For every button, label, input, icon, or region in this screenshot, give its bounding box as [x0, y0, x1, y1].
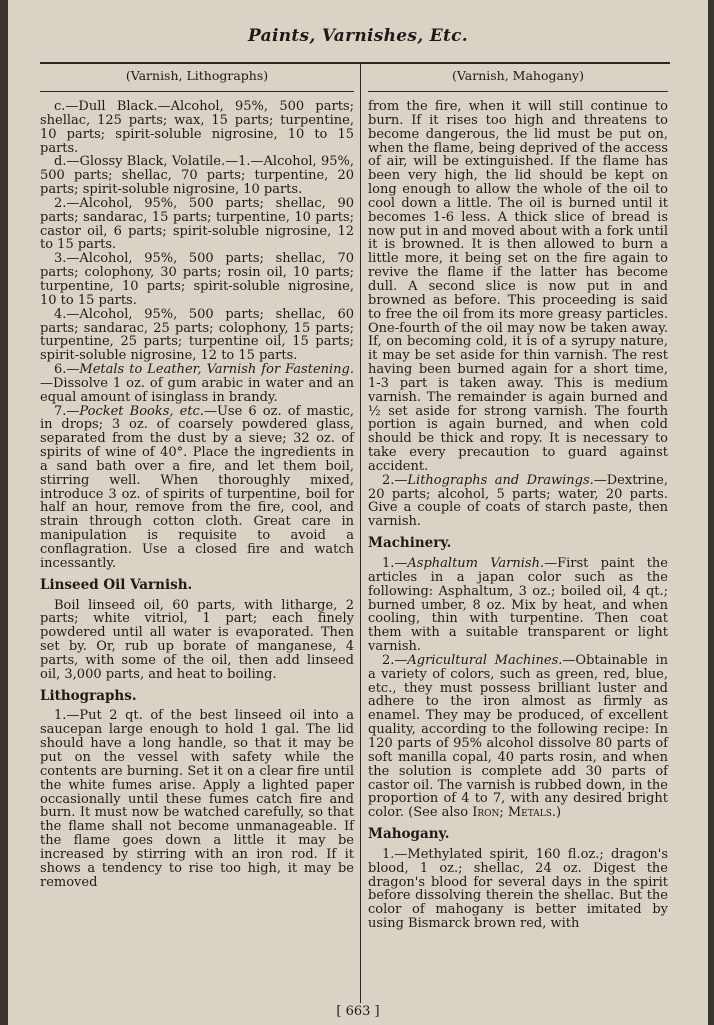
column-divider	[360, 62, 361, 1003]
paragraph-glossy-black: d.—Glossy Black, Volatile.—1.—Alcohol, 95%, 500 parts; shellac, 70 parts; turpentine, 20 parts; spirit-soluble nigrosine, 10 parts.	[40, 154, 354, 198]
page-number: [ 663 ]	[336, 1004, 380, 1019]
paragraph-glossy-black-2: 2.—Alcohol, 95%, 500 parts; shellac, 90 parts; sandarac, 15 parts; turpentine, 10 parts; castor oil, 6 parts; spirit-soluble nigrosine, 12 to 15 parts.	[40, 195, 354, 253]
item-title: Agricultural Machines.	[407, 652, 563, 668]
paragraph-lithographs-drawings	[368, 474, 668, 529]
cross-reference-end: .)	[551, 805, 562, 821]
left-column	[40, 100, 354, 889]
heading-linseed-oil-varnish: Linseed Oil Varnish.	[40, 576, 193, 593]
item-text: —First paint the articles in a japan color such as the following: Asphaltum, 3 oz.; boiled oil, 4 qt.; burned umber, 8 oz. Mix by heat, and when cooling, thin with turpentine. Then coat them with a suitable transparent or light varnish.	[368, 556, 668, 655]
heading-mahogany: Mahogany.	[368, 826, 450, 843]
item-text: —Dissolve 1 oz. of gum arabic in water and an equal amount of isinglass in brandy.	[40, 375, 354, 405]
paragraph-lithographs-continued: from the fire, when it will still continue to burn. If it rises too high and threatens to become dangerous, the lid must be put on, when the flame, being deprived of the access of air, will be extinguished. If the flame has been very high, the lid should be kept on long enough to allow the whole of the oil to cool down a little. The oil is burned until it becomes 1-6 less. A thick slice of bread is now put in and moved about with a fork until it is browned. It is then allowed to burn a little more, it being set on the fire again to revive the flame if the latter has become dull. A second slice is now put in and browned as before. This proceeding is said to free the oil from its more greasy particles. One-fourth of the oil may now be taken away. If, on becoming cold, it is of a syrupy nature, it may be set aside for thin varnish. The rest having been burned again for a short time, 1-3 part is taken away. This is medium varnish. The remainder is again burned and ½ set aside for strong varnish. The fourth portion is again burned, and when cold should be thick and ropy. It is necessary to take every precaution to guard against accident.	[368, 99, 668, 474]
cross-reference-metals: Metals	[507, 805, 552, 821]
left-header-rule	[40, 91, 354, 92]
item-text: —Obtainable in a variety of colors, such as green, red, blue, etc., they must possess brilliant luster and adhere to the iron almost as firmly as enamel. They may be produced, of excellent quality, according to the following recipe: In 120 parts of 95% alcohol dissolve 80 parts of soft manilla copal, 40 parts rosin, and when the solution is complete add 30 parts of castor oil. The varnish is rubbed down, in the proportion of 4 to 7, with any desired bright color. (See also	[368, 652, 668, 821]
item-number: 7.—	[54, 403, 80, 419]
paragraph-lithographs-1: 1.—Put 2 qt. of the best linseed oil into a saucepan large enough to hold 1 gal. The lid should have a long handle, so that it may be put on the vessel with safety while the contents are burning. Set it on a clear fire until the white fumes arise. Apply a lighted paper occasionally until these fumes catch fire and burn. It must now be watched carefully, so that the flame shall not become unmanageable. If the flame goes down a little it may be increased by stirring with an iron rod. If it shows a tendency to rise too high, it may be removed	[40, 708, 354, 890]
running-head: Paints, Varnishes, Etc.	[248, 26, 468, 46]
item-number: 2.—	[382, 652, 408, 668]
item-number: 6.—	[54, 362, 80, 378]
right-column	[368, 100, 668, 931]
paragraph-mahogany-1: 1.—Methylated spirit, 160 fl.oz.; dragon's blood, 1 oz.; shellac, 24 oz. Digest the dragon's blood for several days in the spirit before dissolving therein the shellac. But the color of mahogany is better imitated by using Bismarck brown red, with	[368, 846, 668, 932]
right-column-header: (Varnish, Mahogany)	[452, 68, 584, 83]
paragraph-agricultural-machines	[368, 654, 668, 820]
paragraph-metals-to-leather	[40, 363, 354, 405]
heading-machinery: Machinery.	[368, 535, 452, 552]
item-title: Lithographs and Drawings.	[407, 472, 594, 488]
item-text: —Dextrine, 20 parts; alcohol, 5 parts; water, 20 parts. Give a couple of coats of starch paste, then varnish.	[368, 472, 668, 530]
paragraph-pocket-books	[40, 405, 354, 571]
item-title: Pocket Books, etc.	[79, 403, 204, 419]
item-number: 2.—	[382, 472, 408, 488]
cross-reference-separator: ;	[499, 805, 508, 821]
paragraph-asphaltum-varnish	[368, 557, 668, 654]
item-number: 1.—	[382, 556, 408, 571]
paragraph-dull-black: c.—Dull Black.—Alcohol, 95%, 500 parts; shellac, 125 parts; wax, 15 parts; turpentine, 10 parts; spirit-soluble nigrosine, 10 to 15 parts.	[40, 99, 354, 156]
item-title: Metals to Leather, Varnish for Fastening.	[79, 362, 354, 378]
item-title: Asphaltum Varnish.	[407, 556, 545, 571]
top-rule	[40, 62, 670, 64]
book-page	[8, 0, 708, 1025]
paragraph-glossy-black-3: 3.—Alcohol, 95%, 500 parts; shellac, 70 parts; colophony, 30 parts; rosin oil, 10 parts; turpentine, 10 parts; spirit-soluble nigrosine, 10 to 15 parts.	[40, 251, 354, 308]
paragraph-glossy-black-4: 4.—Alcohol, 95%, 500 parts; shellac, 60 parts; sandarac, 25 parts; colophony, 15 parts; turpentine, 25 parts; turpentine oil, 15 parts; spirit-soluble nigrosine, 12 to 15 parts.	[40, 306, 354, 364]
cross-reference-iron: Iron	[472, 805, 500, 821]
paragraph-linseed-oil: Boil linseed oil, 60 parts, with litharge, 2 parts; white vitriol, 1 part; each finely powdered until all water is evaporated. Then set by. Or, rub up borate of manganese, 4 parts, with some of the oil, then add linseed oil, 3,000 parts, and heat to boiling.	[40, 597, 354, 682]
heading-lithographs: Lithographs.	[40, 687, 137, 704]
right-header-rule	[368, 91, 668, 92]
item-text: —Use 6 oz. of mastic, in drops; 3 oz. of coarsely powdered glass, separated from the dust by a sieve; 32 oz. of spirits of wine of 40°. Place the ingredients in a sand bath over a fire, and let them boil, stirring well. When thoroughly mixed, introduce 3 oz. of spirits of turpentine, boil for half an hour, remove from the fire, cool, and strain through cotton cloth. Great care in manipulation is requisite to avoid a conflagration. Use a closed fire and watch incessantly.	[40, 403, 354, 571]
left-column-header: (Varnish, Lithographs)	[125, 68, 269, 83]
